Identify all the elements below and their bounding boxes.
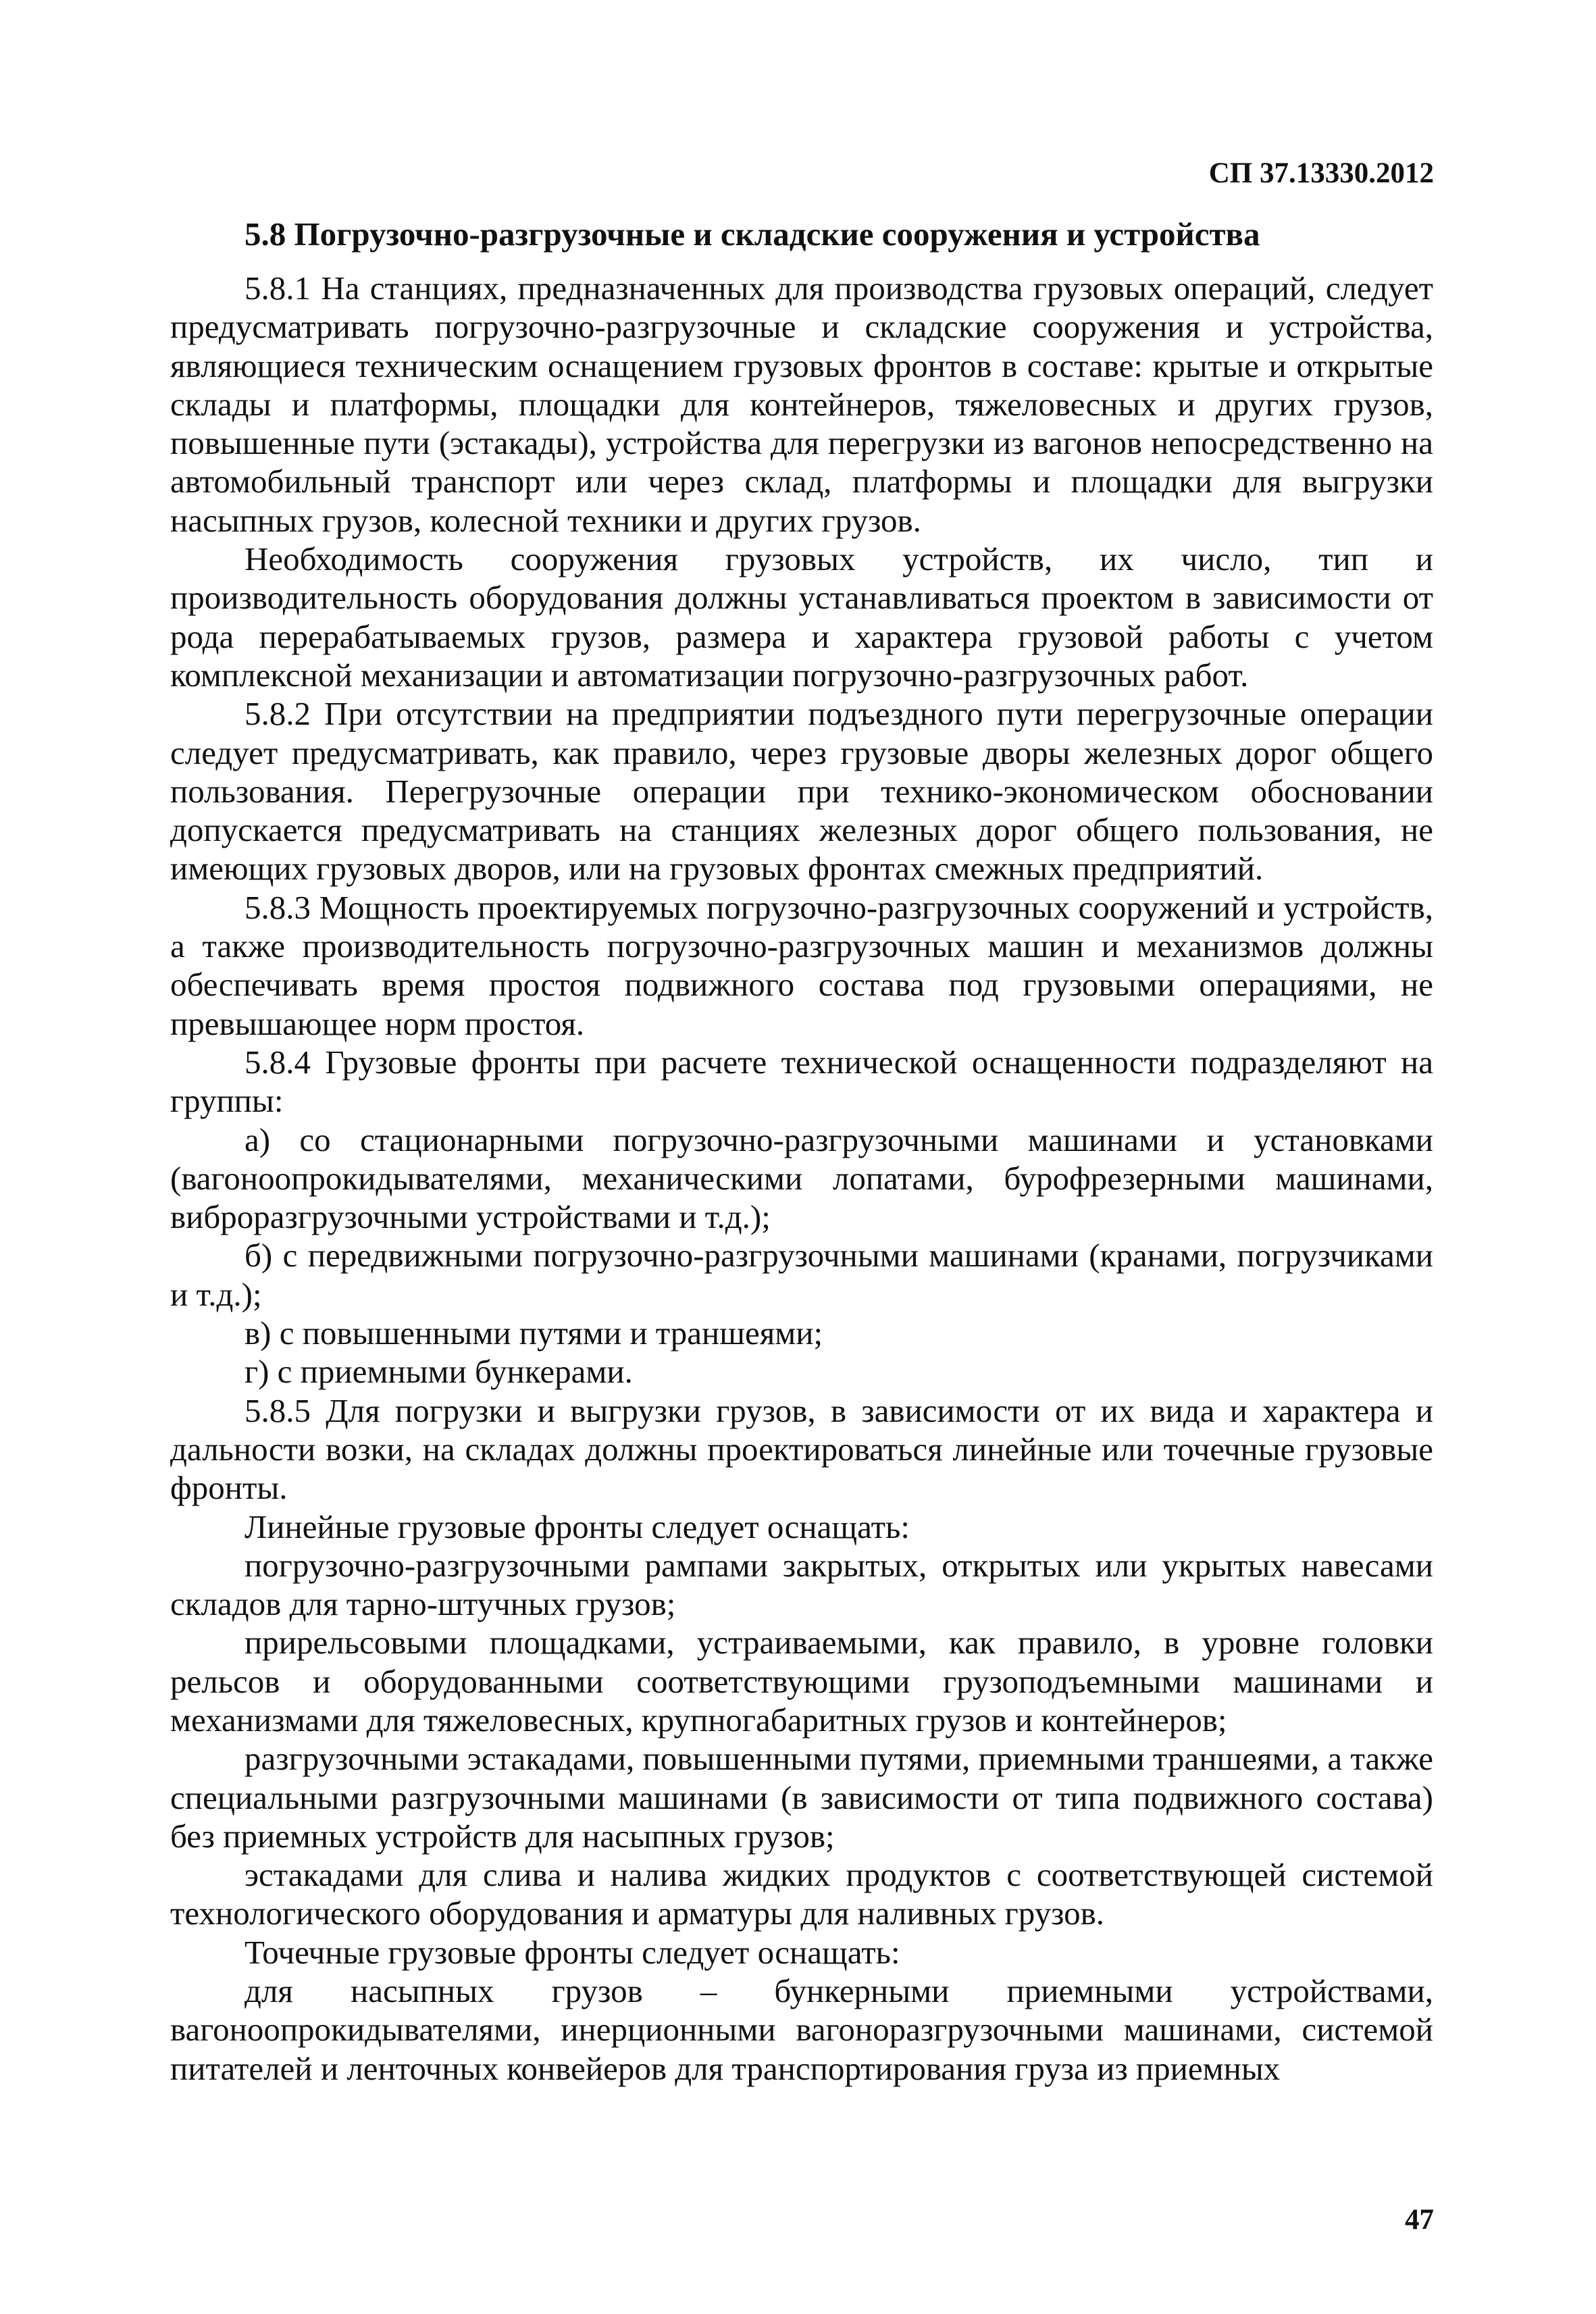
paragraph-5-8-3: 5.8.3 Мощность проектируемых погрузочно-разгрузочных сооружений и устройств, а также производительность погрузочно-разгрузочных машин и механизмов должны обеспечивать время простоя подвижного состава под грузовыми операциями, не превышающее норм простоя.: [170, 888, 1433, 1042]
list-item-g: г) с приемными бункерами.: [244, 1353, 633, 1391]
list-item-b: б) с передвижными погрузочно-разгрузочными машинами (кранами, погрузчиками и т.д.);: [170, 1237, 1433, 1313]
paragraph-5-8-4: 5.8.4 Грузовые фронты при расчете технической оснащенности подразделяют на группы:: [170, 1043, 1433, 1120]
paragraph-liquid-trestles: эстакадами для слива и налива жидких продуктов с соответствующей системой технологического оборудования и арматуры для наливных грузов.: [170, 1856, 1433, 1932]
list-item-v: в) с повышенными путями и траншеями;: [244, 1314, 823, 1352]
paragraph-5-8-5: 5.8.5 Для погрузки и выгрузки грузов, в зависимости от их вида и характера и дальности возки, на складах должны проектироваться линейные или точечные грузовые фронты.: [170, 1391, 1433, 1507]
paragraph-necessity: Необходимость сооружения грузовых устройств, их число, тип и производительность оборудования должны устанавливаться проектом в зависимости от рода перерабатываемых грузов, размера и характера грузовой работы с учетом комплексной механизации и автоматизации погрузочно-разгрузочных работ.: [170, 540, 1433, 694]
paragraph-platforms: прирельсовыми площадками, устраиваемыми, как правило, в уровне головки рельсов и оборудованными соответствующими грузоподъемными машинами и механизмами для тяжеловесных, крупногабаритных грузов и контейнеров;: [170, 1624, 1433, 1739]
paragraph-unloading-trestles: разгрузочными эстакадами, повышенными путями, приемными траншеями, а также специальными разгрузочными машинами (в зависимости от типа подвижного состава) без приемных устройств для насыпных грузов;: [170, 1740, 1433, 1855]
page-number: 47: [1405, 2204, 1434, 2236]
paragraph-5-8-2: 5.8.2 При отсутствии на предприятии подъездного пути перегрузочные операции следует предусматривать, как правило, через грузовые дворы железных дорог общего пользования. Перегрузочные операции при технико-экономическом обосновании допускается предусматривать на станциях железных дорог общего пользования, не имеющих грузовых дворов, или на грузовых фронтах смежных предприятий.: [170, 695, 1433, 888]
document-code: СП 37.13330.2012: [1208, 157, 1434, 189]
paragraph-bulk-cargo: для насыпных грузов – бункерными приемными устройствами, вагоноопрокидывателями, инерционными вагоноразгрузочными машинами, системой питателей и ленточных конвейеров для транспортирования груза из приемных: [170, 1972, 1433, 2087]
paragraph-point-fronts: Точечные грузовые фронты следует оснащать:: [244, 1933, 900, 1971]
section-title: 5.8 Погрузочно-разгрузочные и складские сооружения и устройства: [244, 215, 1260, 253]
paragraph-5-8-1: 5.8.1 На станциях, предназначенных для производства грузовых операций, следует предусматривать погрузочно-разгрузочные и складские сооружения и устройства, являющиеся техническим оснащением грузовых фронтов в составе: крытые и открытые склады и платформы, площадки для контейнеров, тяжеловесных и других грузов, повышенные пути (эстакады), устройства для перегрузки из вагонов непосредственно на автомобильный транспорт или через склад, платформы и площадки для выгрузки насыпных грузов, колесной техники и других грузов.: [170, 269, 1433, 539]
body-text: [170, 269, 1433, 2088]
paragraph-ramps: погрузочно-разгрузочными рампами закрытых, открытых или укрытых навесами складов для тарно-штучных грузов;: [170, 1546, 1433, 1623]
paragraph-linear-fronts: Линейные грузовые фронты следует оснащать:: [244, 1508, 910, 1545]
list-item-a: а) со стационарными погрузочно-разгрузочными машинами и установками (вагоноопрокидывателями, механическими лопатами, бурофрезерными машинами, виброразгрузочными устройствами и т.д.);: [170, 1121, 1433, 1236]
